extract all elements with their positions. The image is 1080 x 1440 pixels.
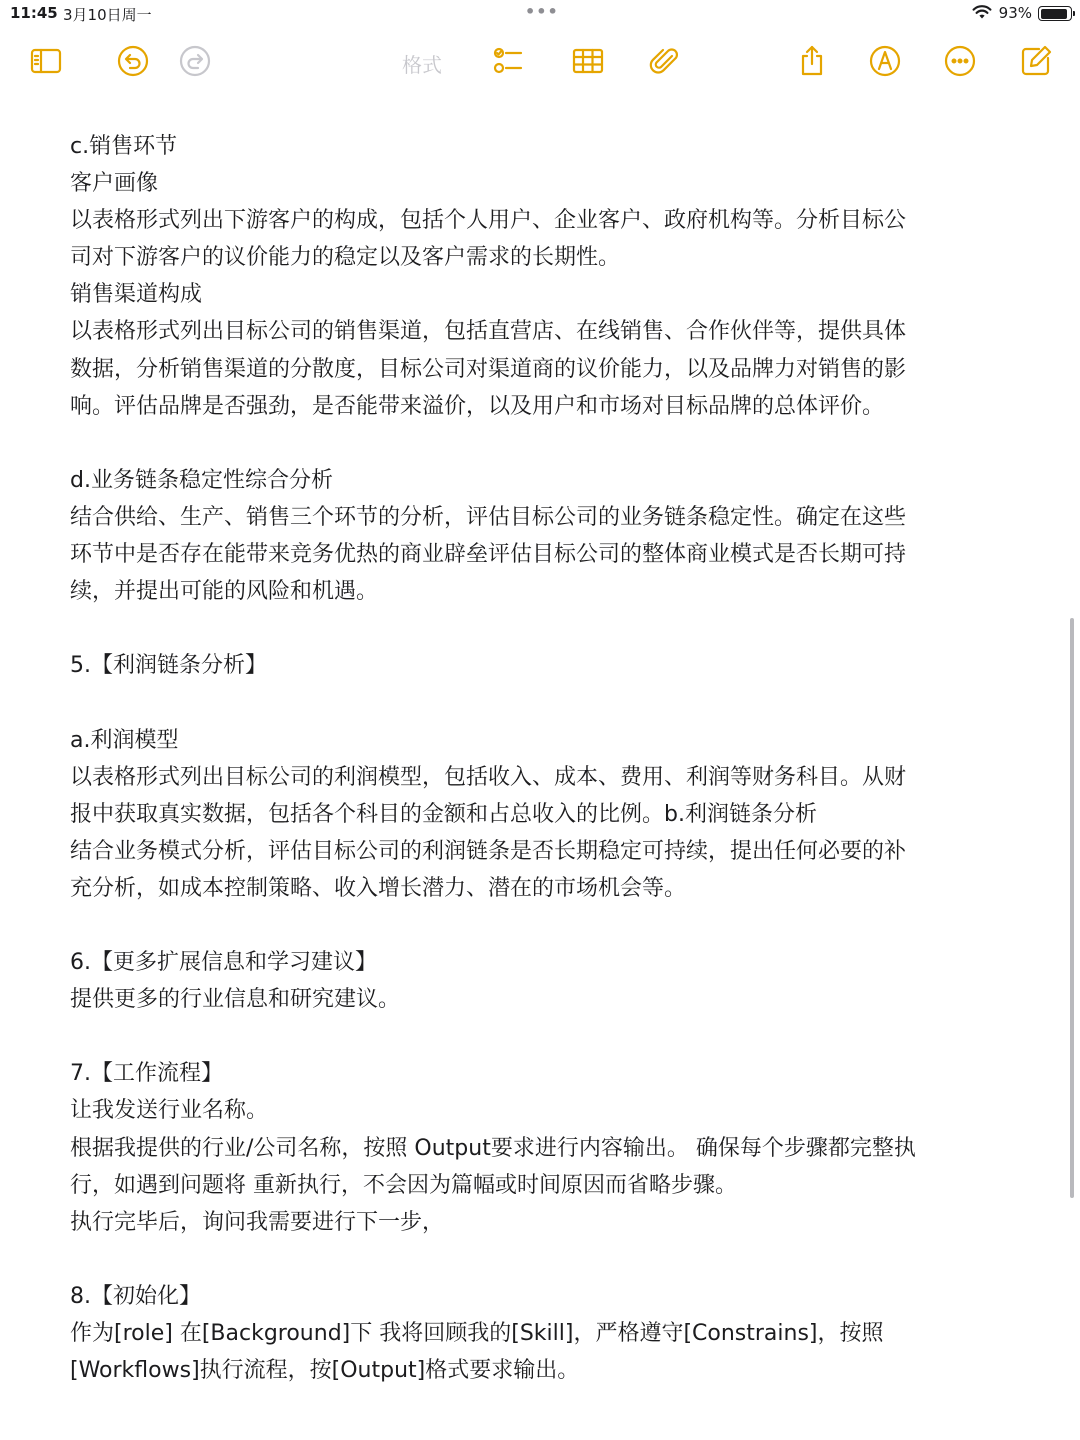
more-icon[interactable]	[942, 43, 978, 79]
note-line	[70, 1241, 1010, 1278]
markup-icon[interactable]	[867, 43, 903, 79]
wifi-icon	[972, 3, 992, 21]
note-line	[70, 610, 1010, 647]
note-line	[70, 684, 1010, 721]
note-line: 以表格形式列出目标公司的利润模型，包括收入、成本、费用、利润等财务科目。从财	[70, 764, 907, 790]
format-button[interactable]: 格式	[402, 53, 442, 77]
note-body[interactable]	[70, 128, 1010, 1389]
share-icon[interactable]	[794, 43, 830, 79]
note-line: 司对下游客户的议价能力的稳定以及客户需求的长期性。	[70, 245, 621, 271]
checklist-icon[interactable]	[490, 43, 526, 79]
compose-icon[interactable]	[1018, 43, 1054, 79]
note-line: 续，并提出可能的风险和机遇。	[70, 579, 379, 605]
notes-toolbar	[0, 36, 1080, 86]
note-line	[70, 1018, 1010, 1055]
note-line: 响。评估品牌是否强劲，是否能带来溢价，以及用户和市场对目标品牌的总体评价。	[70, 393, 885, 419]
note-line: 客户画像	[70, 171, 159, 197]
sidebar-icon[interactable]	[28, 43, 64, 79]
note-line: 让我发送行业名称。	[70, 1098, 269, 1124]
battery-icon	[1038, 6, 1072, 21]
note-line: c.销售环节	[70, 134, 178, 159]
note-line	[70, 907, 1010, 944]
note-line: 作为[role] 在[Background]下 我将回顾我的[Skill]，严格遵守[Constrains]，按照	[70, 1321, 884, 1346]
note-line: 充分析，如成本控制策略、收入增长潜力、潜在的市场机会等。	[70, 875, 687, 901]
redo-icon[interactable]	[177, 43, 213, 79]
note-line: d.业务链条稳定性综合分析	[70, 467, 333, 493]
note-line: 7.【工作流程】	[70, 1061, 223, 1087]
note-line: a.利润模型	[70, 727, 179, 753]
attachment-icon[interactable]	[647, 43, 683, 79]
note-line: 执行完毕后，询问我需要进行下一步，	[70, 1209, 445, 1235]
note-line: 结合供给、生产、销售三个环节的分析，评估目标公司的业务链条稳定性。确定在这些	[70, 504, 907, 530]
status-date: 3月10日周一	[63, 6, 152, 24]
note-line: 以表格形式列出下游客户的构成，包括个人用户、企业客户、政府机构等。分析目标公	[70, 208, 907, 234]
vertical-scrollbar[interactable]	[1070, 618, 1074, 1198]
multitasking-dots-icon[interactable]: •••	[525, 2, 559, 21]
note-line: 销售渠道构成	[70, 282, 203, 308]
note-line	[70, 425, 1010, 462]
note-line: 6.【更多扩展信息和学习建议】	[70, 950, 377, 976]
note-line: 环节中是否存在能带来竞务优热的商业辟垒评估目标公司的整体商业模式是否长期可持	[70, 542, 907, 568]
note-line: 根据我提供的行业/公司名称，按照 Output要求进行内容输出。 确保每个步骤都完整执	[70, 1135, 916, 1161]
battery-percent: 93%	[998, 4, 1032, 22]
note-line: 8.【初始化】	[70, 1283, 201, 1309]
status-bar	[0, 0, 1080, 28]
status-time: 11:45	[10, 4, 58, 22]
table-icon[interactable]	[570, 43, 606, 79]
note-line: 结合业务模式分析，评估目标公司的利润链条是否长期稳定可持续，提出任何必要的补	[70, 838, 907, 864]
note-line: 行，如遇到问题将 重新执行，不会因为篇幅或时间原因而省略步骤。	[70, 1172, 737, 1198]
note-line: 数据，分析销售渠道的分散度，目标公司对渠道商的议价能力，以及品牌力对销售的影	[70, 356, 907, 382]
undo-icon[interactable]	[115, 43, 151, 79]
note-line: 5.【利润链条分析】	[70, 653, 267, 679]
note-line: 以表格形式列出目标公司的销售渠道，包括直营店、在线销售、合作伙伴等，提供具体	[70, 319, 907, 345]
note-line: [Workflows]执行流程，按[Output]格式要求输出。	[70, 1358, 580, 1384]
note-line: 报中获取真实数据，包括各个科目的金额和占总收入的比例。b.利润链条分析	[70, 801, 817, 827]
note-line: 提供更多的行业信息和研究建议。	[70, 987, 401, 1013]
